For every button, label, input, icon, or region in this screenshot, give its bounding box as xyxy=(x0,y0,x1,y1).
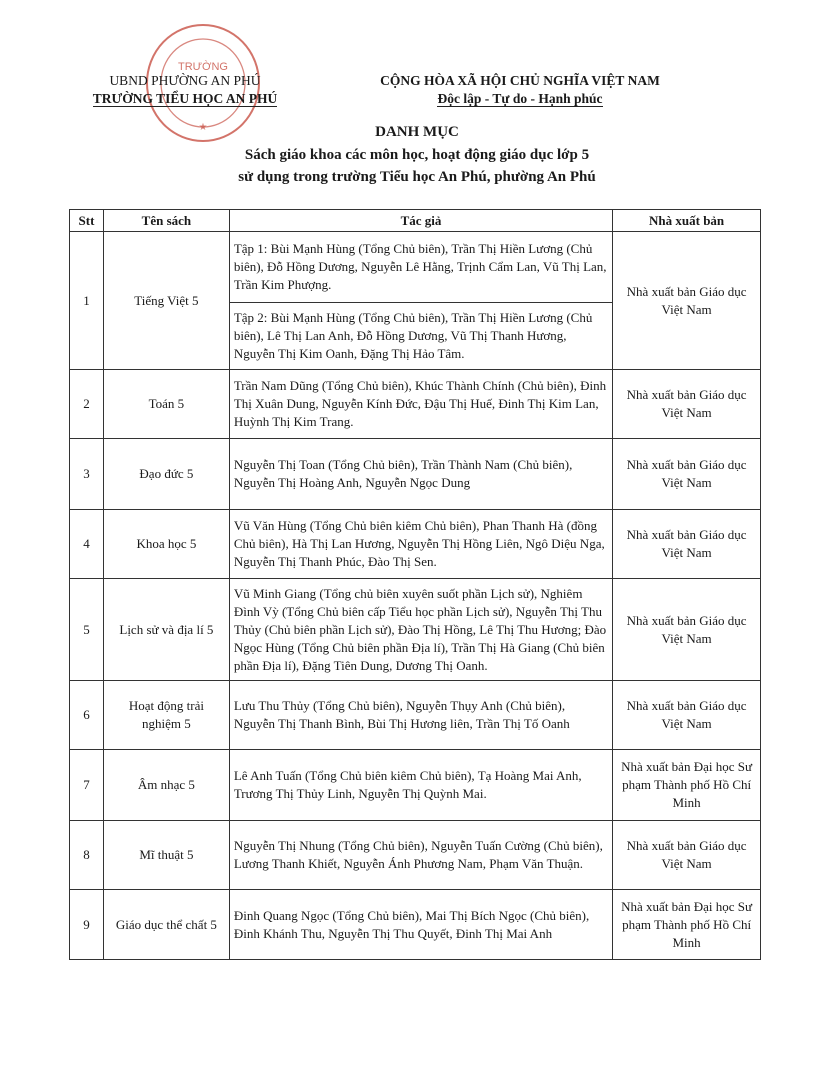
cell-stt: 3 xyxy=(70,439,104,510)
issuing-authority xyxy=(70,72,300,108)
cell-book-name: Toán 5 xyxy=(103,370,229,439)
cell-book-name: Giáo dục thể chất 5 xyxy=(103,890,229,960)
svg-text:TRƯỜNG: TRƯỜNG xyxy=(178,61,228,73)
table-row xyxy=(70,370,761,439)
table-row xyxy=(70,510,761,579)
header-stt: Stt xyxy=(70,210,104,232)
textbook-table xyxy=(69,209,761,960)
cell-book-name: Khoa học 5 xyxy=(103,510,229,579)
table-row xyxy=(70,232,761,303)
header-book-name: Tên sách xyxy=(103,210,229,232)
country-name: CỘNG HÒA XÃ HỘI CHỦ NGHĨA VIỆT NAM xyxy=(380,73,660,88)
cell-stt: 9 xyxy=(70,890,104,960)
cell-book-name: Lịch sử và địa lí 5 xyxy=(103,579,229,681)
cell-authors: Tập 1: Bùi Mạnh Hùng (Tổng Chủ biên), Trần Thị Hiền Lương (Chủ biên), Đỗ Hồng Dương, Nguyễn Lê Hằng, Trịnh Cẩm Lan, Vũ Thị Lan, Trần Kim Phượng. xyxy=(229,232,612,303)
cell-publisher: Nhà xuất bản Giáo dục Việt Nam xyxy=(613,439,761,510)
cell-publisher: Nhà xuất bản Đại học Sư phạm Thành phố Hồ Chí Minh xyxy=(613,750,761,821)
cell-authors: Vũ Văn Hùng (Tổng Chủ biên kiêm Chủ biên), Phan Thanh Hà (đồng Chủ biên), Hà Thị Lan Hương, Nguyễn Thị Hồng Liên, Ngô Diệu Nga, Nguyễn Thị Thanh Phúc, Đào Thị Sen. xyxy=(229,510,612,579)
table-row xyxy=(70,681,761,750)
table-row xyxy=(70,821,761,890)
document-subtitle-line2: sử dụng trong trường Tiểu học An Phú, phường An Phú xyxy=(238,169,596,185)
cell-authors: Vũ Minh Giang (Tổng chủ biên xuyên suốt phần Lịch sử), Nghiêm Đình Vỳ (Tổng Chủ biên cấp Tiểu học phần Lịch sử), Nguyễn Thị Thu Thủy (Chủ biên phần Lịch sử), Đào Thị Hồng, Lê Thị Thu Hương; Đào Ngọc Hùng (Tổng Chủ biên phần Địa lí), Trần Thị Hà Giang (Chủ biên phần Địa lí), Đặng Tiên Dung, Dương Thị Oanh. xyxy=(229,579,612,681)
table-header-row xyxy=(70,210,761,232)
cell-authors: Đinh Quang Ngọc (Tổng Chủ biên), Mai Thị Bích Ngọc (Chủ biên), Đinh Khánh Thu, Nguyễn Thị Thu Quyết, Đinh Thị Mai Anh xyxy=(229,890,612,960)
cell-authors: Nguyễn Thị Toan (Tổng Chủ biên), Trần Thành Nam (Chủ biên), Nguyễn Thị Hoàng Anh, Nguyễn Ngọc Dung xyxy=(229,439,612,510)
table-row xyxy=(70,890,761,960)
cell-stt: 2 xyxy=(70,370,104,439)
school-name: TRƯỜNG TIỂU HỌC AN PHÚ xyxy=(92,91,278,106)
cell-publisher: Nhà xuất bản Giáo dục Việt Nam xyxy=(613,510,761,579)
table-row xyxy=(70,579,761,681)
cell-publisher: Nhà xuất bản Giáo dục Việt Nam xyxy=(613,370,761,439)
cell-publisher: Nhà xuất bản Giáo dục Việt Nam xyxy=(613,821,761,890)
cell-publisher: Nhà xuất bản Đại học Sư phạm Thành phố Hồ Chí Minh xyxy=(613,890,761,960)
cell-authors: Lưu Thu Thủy (Tổng Chủ biên), Nguyễn Thụy Anh (Chủ biên), Nguyễn Thị Thanh Bình, Bùi Thị Hương liên, Trần Thị Tố Oanh xyxy=(229,681,612,750)
cell-book-name: Đạo đức 5 xyxy=(103,439,229,510)
table-row xyxy=(70,750,761,821)
authority-line1: UBND PHƯỜNG AN PHÚ xyxy=(109,73,261,88)
cell-stt: 6 xyxy=(70,681,104,750)
header-publisher: Nhà xuất bản xyxy=(613,210,761,232)
svg-text:★: ★ xyxy=(198,122,208,133)
table-row xyxy=(70,439,761,510)
cell-stt: 1 xyxy=(70,232,104,370)
cell-book-name: Hoạt động trải nghiệm 5 xyxy=(103,681,229,750)
national-motto xyxy=(345,72,695,108)
cell-publisher: Nhà xuất bản Giáo dục Việt Nam xyxy=(613,232,761,370)
cell-book-name: Âm nhạc 5 xyxy=(103,750,229,821)
header-authors: Tác giả xyxy=(229,210,612,232)
cell-publisher: Nhà xuất bản Giáo dục Việt Nam xyxy=(613,579,761,681)
cell-stt: 7 xyxy=(70,750,104,821)
cell-publisher: Nhà xuất bản Giáo dục Việt Nam xyxy=(613,681,761,750)
cell-stt: 5 xyxy=(70,579,104,681)
document-subtitle-line1: Sách giáo khoa các môn học, hoạt động giáo dục lớp 5 xyxy=(244,147,590,163)
motto: Độc lập - Tự do - Hạnh phúc xyxy=(437,91,603,106)
cell-stt: 8 xyxy=(70,821,104,890)
cell-authors: Trần Nam Dũng (Tổng Chủ biên), Khúc Thành Chính (Chủ biên), Đinh Thị Xuân Dung, Nguyễn Kính Đức, Đậu Thị Huế, Đinh Thị Kim Lan, Huỳnh Thị Kim Trang. xyxy=(229,370,612,439)
cell-authors: Lê Anh Tuấn (Tổng Chủ biên kiêm Chủ biên), Tạ Hoàng Mai Anh, Trương Thị Thủy Linh, Nguyễn Thị Quỳnh Mai. xyxy=(229,750,612,821)
cell-authors: Tập 2: Bùi Mạnh Hùng (Tổng Chủ biên), Trần Thị Hiền Lương (Chủ biên), Lê Thị Lan Anh, Đỗ Hồng Dương, Vũ Thị Thanh Hương, Nguyễn Thị Kim Oanh, Đặng Thị Hảo Tâm. xyxy=(229,303,612,370)
cell-authors: Nguyễn Thị Nhung (Tổng Chủ biên), Nguyễn Tuấn Cường (Chủ biên), Lương Thanh Khiết, Nguyễn Ánh Phương Nam, Phạm Văn Thuận. xyxy=(229,821,612,890)
cell-book-name: Mĩ thuật 5 xyxy=(103,821,229,890)
cell-stt: 4 xyxy=(70,510,104,579)
document-title: DANH MỤC xyxy=(375,124,459,140)
cell-book-name: Tiếng Việt 5 xyxy=(103,232,229,370)
